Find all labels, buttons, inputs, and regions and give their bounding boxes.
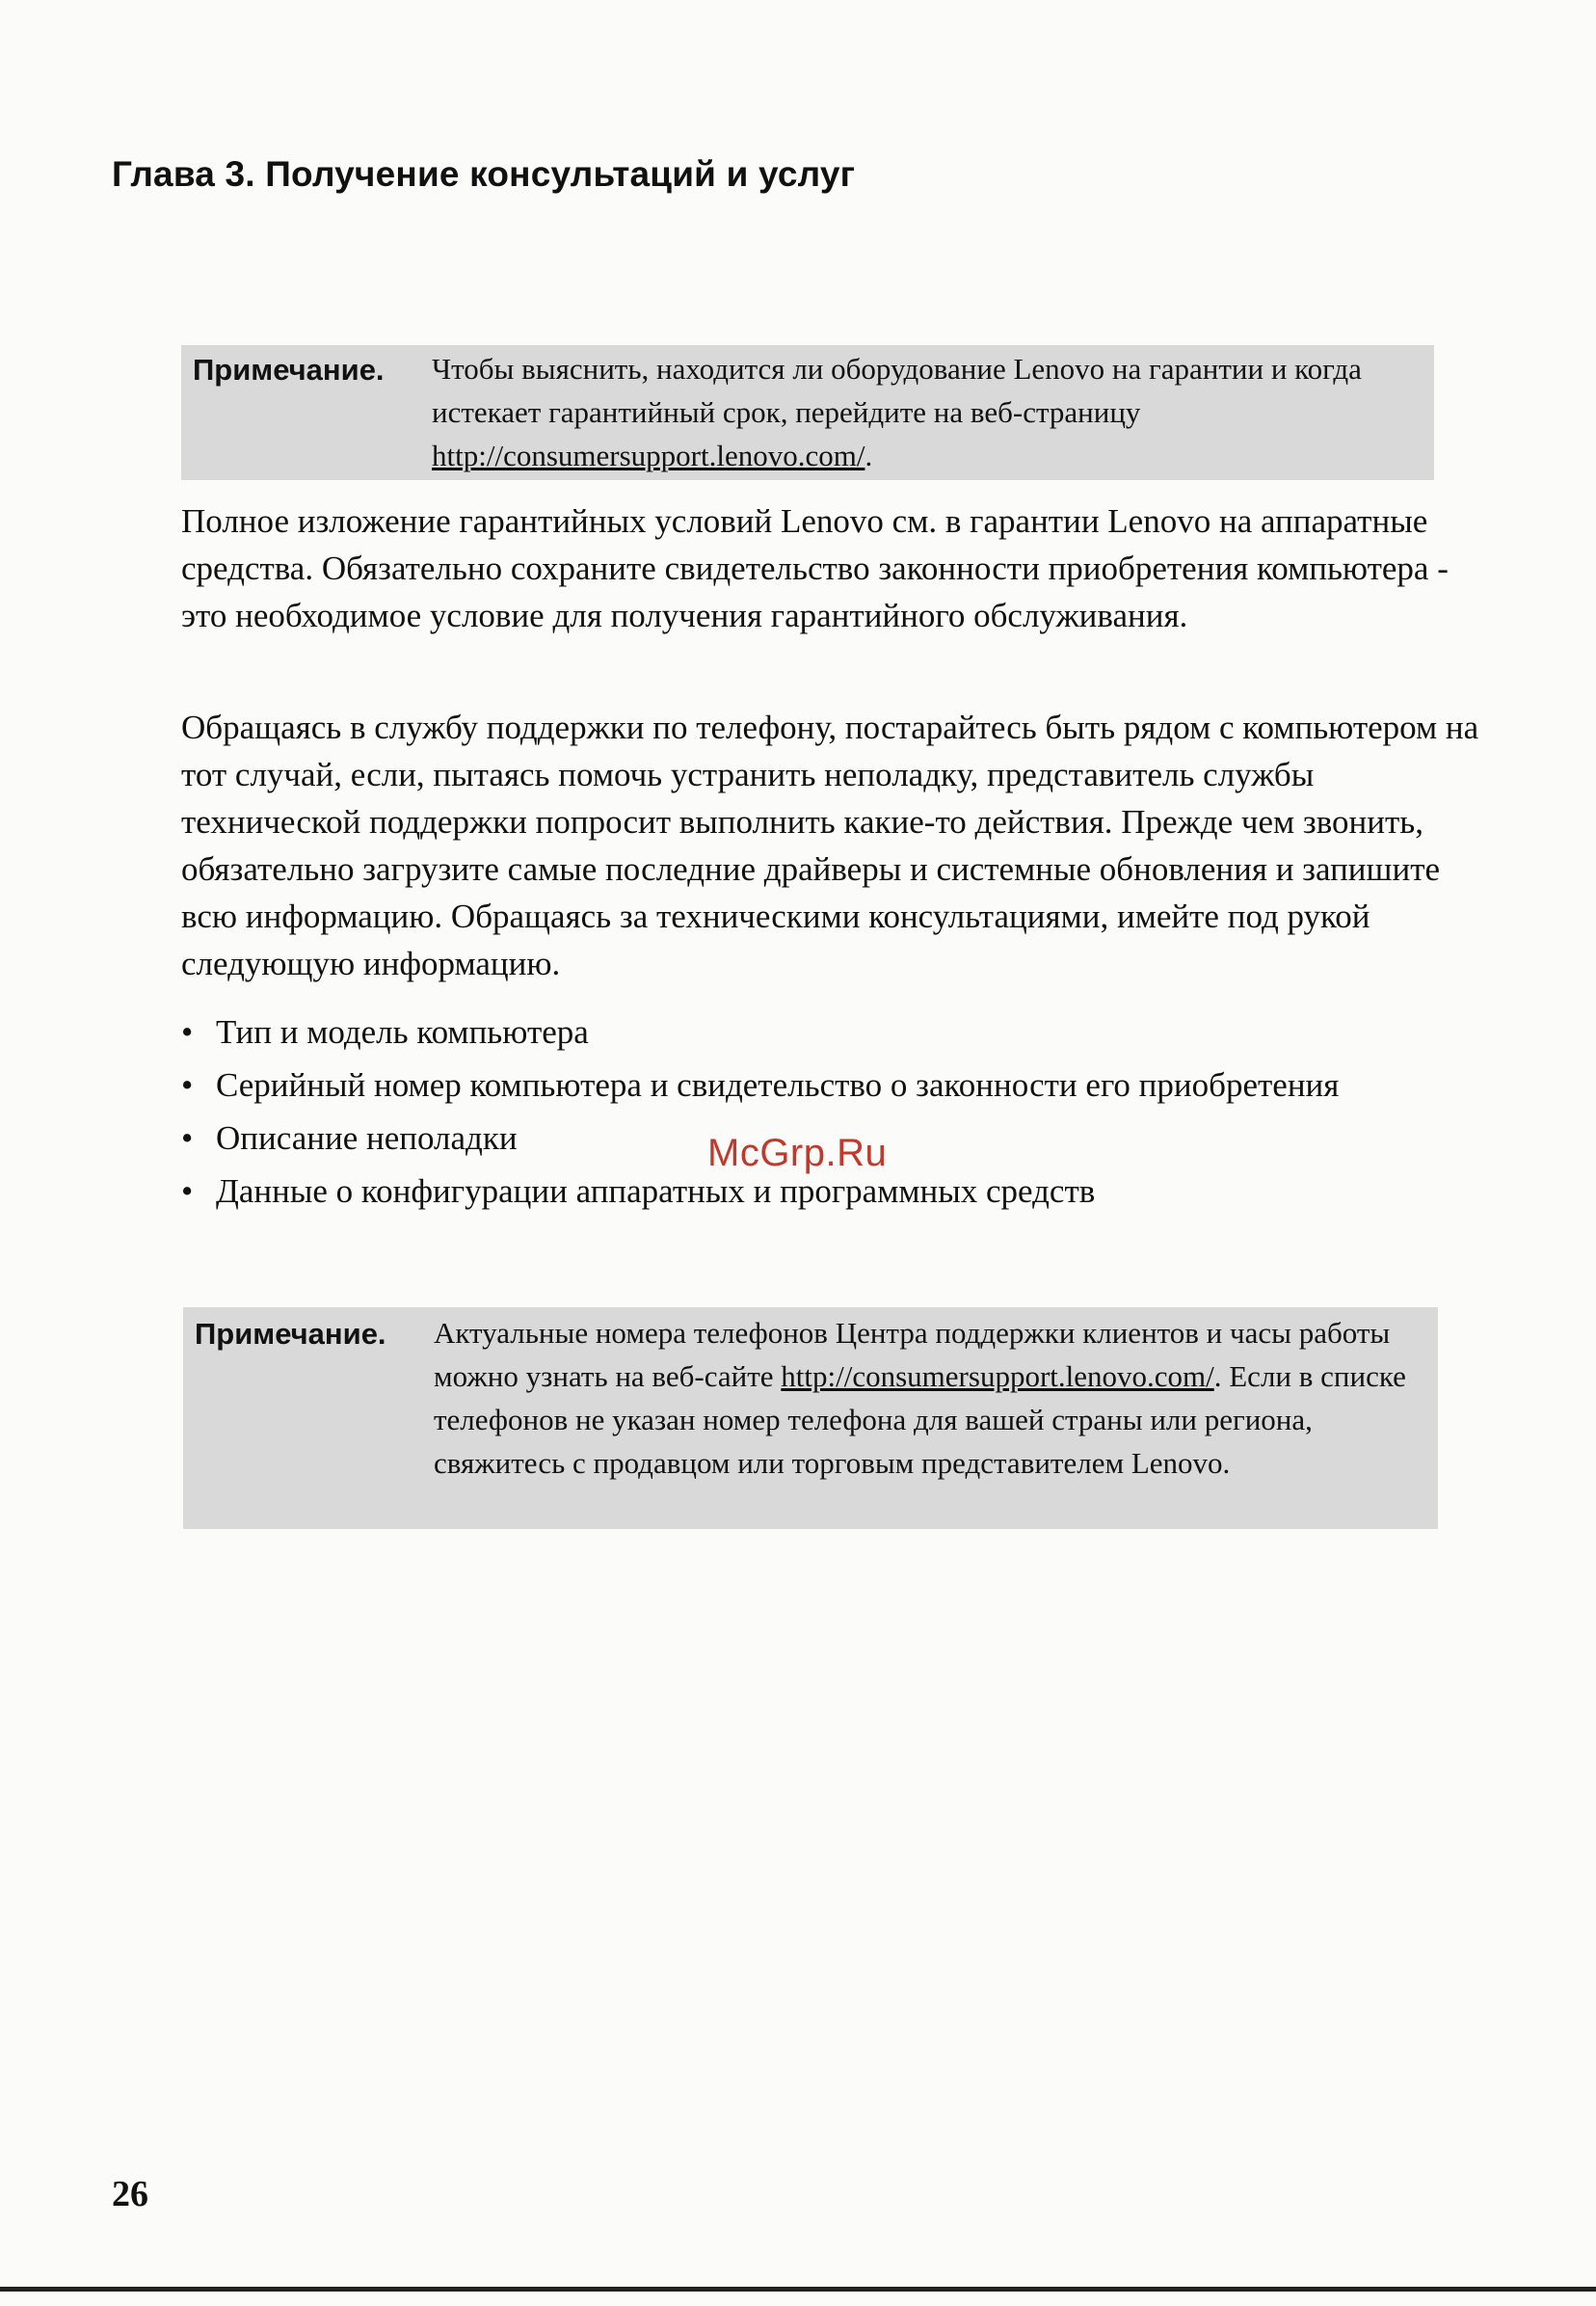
required-info-list — [181, 1008, 1434, 1220]
note-text-part: Актуальные номера телефонов Центра поддержки клиентов и часы работы можно узнать на веб-сайте — [434, 1316, 1391, 1393]
list-item-text: Тип и модель компьютера — [216, 1013, 589, 1051]
bullet-icon: • — [181, 1013, 194, 1051]
note-label: Примечание. — [195, 1317, 386, 1351]
consumersupport-link[interactable]: http://consumersupport.lenovo.com/ — [432, 439, 865, 472]
note-text-part: . — [864, 439, 873, 472]
bullet-icon: • — [181, 1119, 194, 1157]
list-item — [181, 1061, 1434, 1109]
chapter-title: Глава 3. Получение консультаций и услуг — [112, 154, 856, 194]
list-item — [181, 1008, 1434, 1056]
paragraph-warranty-terms: Полное изложение гарантийных условий Lenovo см. в гарантии Lenovo на аппаратные средства. Обязательно сохраните свидетельство законности приобретения компьютера - это необходимое условие для получения гарантийного обслуживания. — [181, 502, 1449, 634]
note-box-warranty — [181, 345, 1434, 480]
note-box-phone-numbers — [183, 1307, 1438, 1529]
list-item-text: Данные о конфигурации аппаратных и программных средств — [216, 1172, 1096, 1210]
note-text — [432, 347, 1434, 477]
bullet-icon: • — [181, 1066, 194, 1104]
paragraph-phone-support: Обращаясь в службу поддержки по телефону, постарайтесь быть рядом с компьютером на тот случай, если, пытаясь помочь устранить неполадку, представитель службы технической поддержки попросит выполнить какие-то действия. Прежде чем звонить, обязательно загрузите самые последние драйверы и системные обновления и запишите всю информацию. Обращаясь за техническими консультациями, имейте под рукой следующую информацию. — [181, 709, 1479, 982]
note-text-part: Чтобы выяснить, находится ли оборудование Lenovo на гарантии и когда истекает гарантийный срок, перейдите на веб-страницу — [432, 352, 1362, 429]
list-item-text: Серийный номер компьютера и свидетельство о законности его приобретения — [216, 1066, 1340, 1104]
note-text — [434, 1311, 1438, 1485]
consumersupport-link[interactable]: http://consumersupport.lenovo.com/ — [781, 1359, 1214, 1393]
list-item-text: Описание неполадки — [216, 1119, 518, 1157]
note-label: Примечание. — [193, 353, 385, 387]
page-number: 26 — [112, 2174, 148, 2214]
note-text-part: . Если в списке телефонов не указан номер телефона для вашей страны или региона, свяжитесь с продавцом или торговым представителем Lenovo. — [434, 1359, 1406, 1480]
watermark: McGrp.Ru — [707, 1132, 888, 1174]
bullet-icon: • — [181, 1172, 194, 1210]
page-bottom-rule — [0, 2287, 1596, 2292]
